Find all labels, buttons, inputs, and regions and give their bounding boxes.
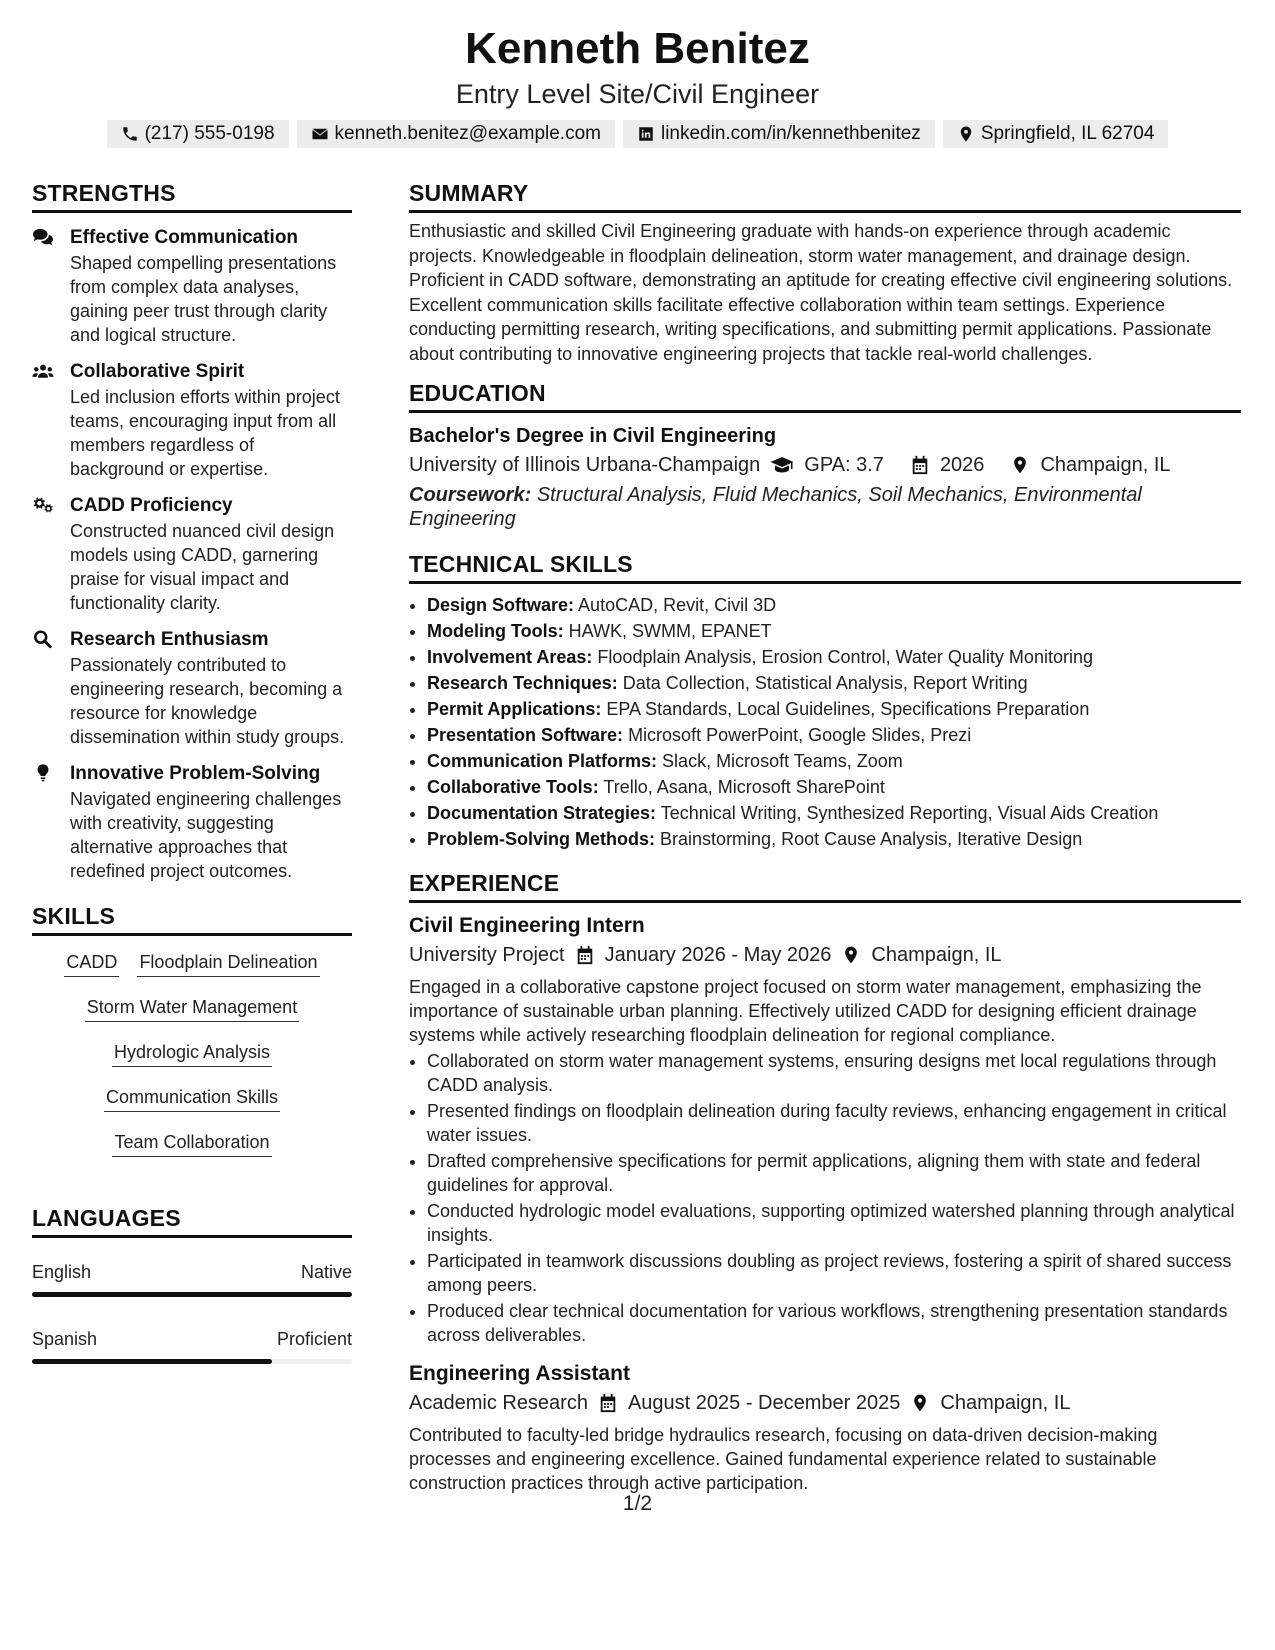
strength-item <box>32 359 352 481</box>
list-item: • Documentation Strategies: Technical Writing, Synthesized Reporting, Visual Aids Creation <box>427 800 1241 826</box>
language-item <box>32 1327 352 1364</box>
language-level: Proficient <box>276 1329 352 1349</box>
degree-title: Bachelor's Degree in Civil Engineering <box>409 425 777 447</box>
list-item: • Permit Applications: EPA Standards, Local Guidelines, Specifications Preparation <box>427 696 1241 722</box>
skill-tag: Communication Skills <box>104 1085 280 1112</box>
list-item: • Presentation Software: Microsoft PowerPoint, Google Slides, Prezi <box>427 722 1241 748</box>
list-item: • Collaborative Tools: Trello, Asana, Microsoft SharePoint <box>427 774 1241 800</box>
job-entry <box>409 1361 1241 1495</box>
education-heading: EDUCATION <box>409 380 1241 413</box>
skill-tag: Team Collaboration <box>112 1130 271 1157</box>
phone-icon <box>121 125 139 143</box>
list-item: • Research Techniques: Data Collection, Statistical Analysis, Report Writing <box>427 670 1241 696</box>
language-name: Spanish <box>32 1329 98 1349</box>
language-bar <box>32 1359 352 1364</box>
contact-location: Springfield, IL 62704 <box>943 120 1169 148</box>
job-desc: Engaged in a collaborative capstone project focused on storm water management, emphasizing the importance of sustainable urban planning. Effectively utilized CADD for designing efficient drainage systems while actively researching floodplain delineation for regional compliance. <box>409 977 1202 1045</box>
left-column <box>32 180 352 1364</box>
strength-desc: Navigated engineering challenges with creativity, suggesting alternative approaches that redefined project outcomes. <box>70 789 342 881</box>
skill-tag: Storm Water Management <box>85 995 299 1022</box>
job-meta <box>409 941 1241 969</box>
job-location: Champaign, IL <box>940 1392 1071 1414</box>
strength-desc: Shaped compelling presentations from complex data analyses, gaining peer trust through clarity and logical structure. <box>70 253 337 345</box>
job-title: Engineering Assistant <box>409 1362 630 1385</box>
job-org: Academic Research <box>409 1392 588 1414</box>
skills-heading: SKILLS <box>32 903 352 936</box>
technical-skills-heading: TECHNICAL SKILLS <box>409 551 1241 584</box>
skill-tag: Hydrologic Analysis <box>112 1040 272 1067</box>
language-level: Native <box>300 1262 352 1282</box>
list-item: • Design Software: AutoCAD, Revit, Civil 3D <box>427 592 1241 618</box>
contact-bar <box>0 120 1275 148</box>
language-bar-fill <box>32 1292 352 1297</box>
comments-icon <box>32 227 54 247</box>
job-dates: August 2025 - December 2025 <box>627 1392 901 1414</box>
languages-heading: LANGUAGES <box>32 1205 352 1238</box>
language-item <box>32 1260 352 1297</box>
education-meta <box>409 451 1241 479</box>
calendar-icon <box>910 455 930 475</box>
list-item: • Presented findings on floodplain delineation during faculty reviews, enhancing engagement in critical water issues. <box>427 1099 1241 1147</box>
job-org: University Project <box>409 944 565 966</box>
school-location: Champaign, IL <box>1040 454 1171 476</box>
job-meta <box>409 1389 1241 1417</box>
experience-heading: EXPERIENCE <box>409 870 1241 903</box>
strengths-heading: STRENGTHS <box>32 180 352 213</box>
calendar-icon <box>598 1393 618 1413</box>
list-item: • Drafted comprehensive specifications for permit applications, aligning them with state and federal guidelines for approval. <box>427 1149 1241 1197</box>
strengths-list <box>32 225 352 883</box>
contact-email[interactable]: kenneth.benitez@example.com <box>297 120 615 148</box>
list-item: • Communication Platforms: Slack, Microsoft Teams, Zoom <box>427 748 1241 774</box>
list-item: • Collaborated on storm water management systems, ensuring designs met local regulations through CADD analysis. <box>427 1049 1241 1097</box>
language-bar <box>32 1292 352 1297</box>
contact-linkedin[interactable]: linkedin.com/in/kennethbenitez <box>623 120 935 148</box>
strength-item <box>32 761 352 883</box>
cogs-icon <box>32 495 54 515</box>
users-icon <box>32 361 54 381</box>
technical-skills-list <box>409 592 1241 852</box>
linkedin-icon <box>637 125 655 143</box>
job-bullets <box>409 1049 1241 1347</box>
language-bar-fill <box>32 1359 272 1364</box>
right-column <box>409 180 1241 1495</box>
summary-text: Enthusiastic and skilled Civil Engineering graduate with hands-on experience through academic projects. Knowledgeable in floodplain delineation, storm water management, and drainage design. Proficient in CADD software, demonstrating an aptitude for creating effective civil engineering solutions. Excellent communication skills facilitate effective collaboration within team settings. Experience conducting permitting research, writing specifications, and submitting permit applications. Passionate about contributing to innovative engineering projects that tackle real-world challenges. <box>409 221 1233 364</box>
map-marker-icon <box>957 125 975 143</box>
contact-phone[interactable]: (217) 555-0198 <box>107 120 289 148</box>
map-marker-icon <box>1010 455 1030 475</box>
strength-desc: Led inclusion efforts within project teams, encouraging input from all members regardless of background or expertise. <box>70 387 340 479</box>
map-marker-icon <box>841 945 861 965</box>
strength-title: Effective Communication <box>70 227 299 248</box>
strength-title: Research Enthusiasm <box>70 629 269 650</box>
strength-item <box>32 627 352 749</box>
coursework-label: Coursework: <box>409 484 532 506</box>
list-item: • Modeling Tools: HAWK, SWMM, EPANET <box>427 618 1241 644</box>
list-item: • Conducted hydrologic model evaluations, supporting optimized watershed planning through analytical insights. <box>427 1199 1241 1247</box>
list-item: • Participated in teamwork discussions doubling as project reviews, fostering a spirit of shared success among peers. <box>427 1249 1241 1297</box>
strength-title: Collaborative Spirit <box>70 361 245 382</box>
school-name: University of Illinois Urbana-Champaign <box>409 454 761 476</box>
job-entry <box>409 913 1241 1347</box>
job-location: Champaign, IL <box>871 944 1002 966</box>
skills-tags <box>32 936 352 1157</box>
map-marker-icon <box>910 1393 930 1413</box>
search-icon <box>32 629 54 649</box>
envelope-icon <box>311 125 329 143</box>
list-item: • Produced clear technical documentation for various workflows, strengthening presentation standards across deliverables. <box>427 1299 1241 1347</box>
strength-item <box>32 493 352 615</box>
calendar-icon <box>575 945 595 965</box>
strength-title: Innovative Problem-Solving <box>70 763 321 784</box>
gpa: GPA: 3.7 <box>804 454 884 476</box>
language-name: English <box>32 1262 92 1282</box>
candidate-role: Entry Level Site/Civil Engineer <box>455 79 820 109</box>
job-dates: January 2026 - May 2026 <box>604 944 832 966</box>
coursework <box>409 483 1241 531</box>
summary-heading: SUMMARY <box>409 180 1241 213</box>
list-item: • Involvement Areas: Floodplain Analysis, Erosion Control, Water Quality Monitoring <box>427 644 1241 670</box>
coursework-list: Structural Analysis, Fluid Mechanics, Soil Mechanics, Environmental Engineering <box>409 484 1142 530</box>
job-title: Civil Engineering Intern <box>409 914 645 937</box>
resume-header <box>0 22 1275 148</box>
candidate-name: Kenneth Benitez <box>465 24 810 73</box>
list-item: • Problem-Solving Methods: Brainstorming, Root Cause Analysis, Iterative Design <box>427 826 1241 852</box>
strength-desc: Passionately contributed to engineering research, becoming a resource for knowledge dissemination within study groups. <box>70 655 345 747</box>
strength-desc: Constructed nuanced civil design models using CADD, garnering praise for visual impact and functionality clarity. <box>70 521 335 613</box>
strength-item <box>32 225 352 347</box>
job-desc: Contributed to faculty-led bridge hydraulics research, focusing on data-driven decision-making processes and engineering excellence. Gained fundamental experience related to sustainable construction practices through active participation. <box>409 1425 1158 1493</box>
strength-title: CADD Proficiency <box>70 495 233 516</box>
lightbulb-icon <box>32 763 54 783</box>
graduation-year: 2026 <box>939 454 985 476</box>
page-number: 1/2 <box>622 1492 653 1515</box>
skill-tag: CADD <box>64 950 119 977</box>
skill-tag: Floodplain Delineation <box>137 950 319 977</box>
graduation-cap-icon <box>770 455 794 475</box>
